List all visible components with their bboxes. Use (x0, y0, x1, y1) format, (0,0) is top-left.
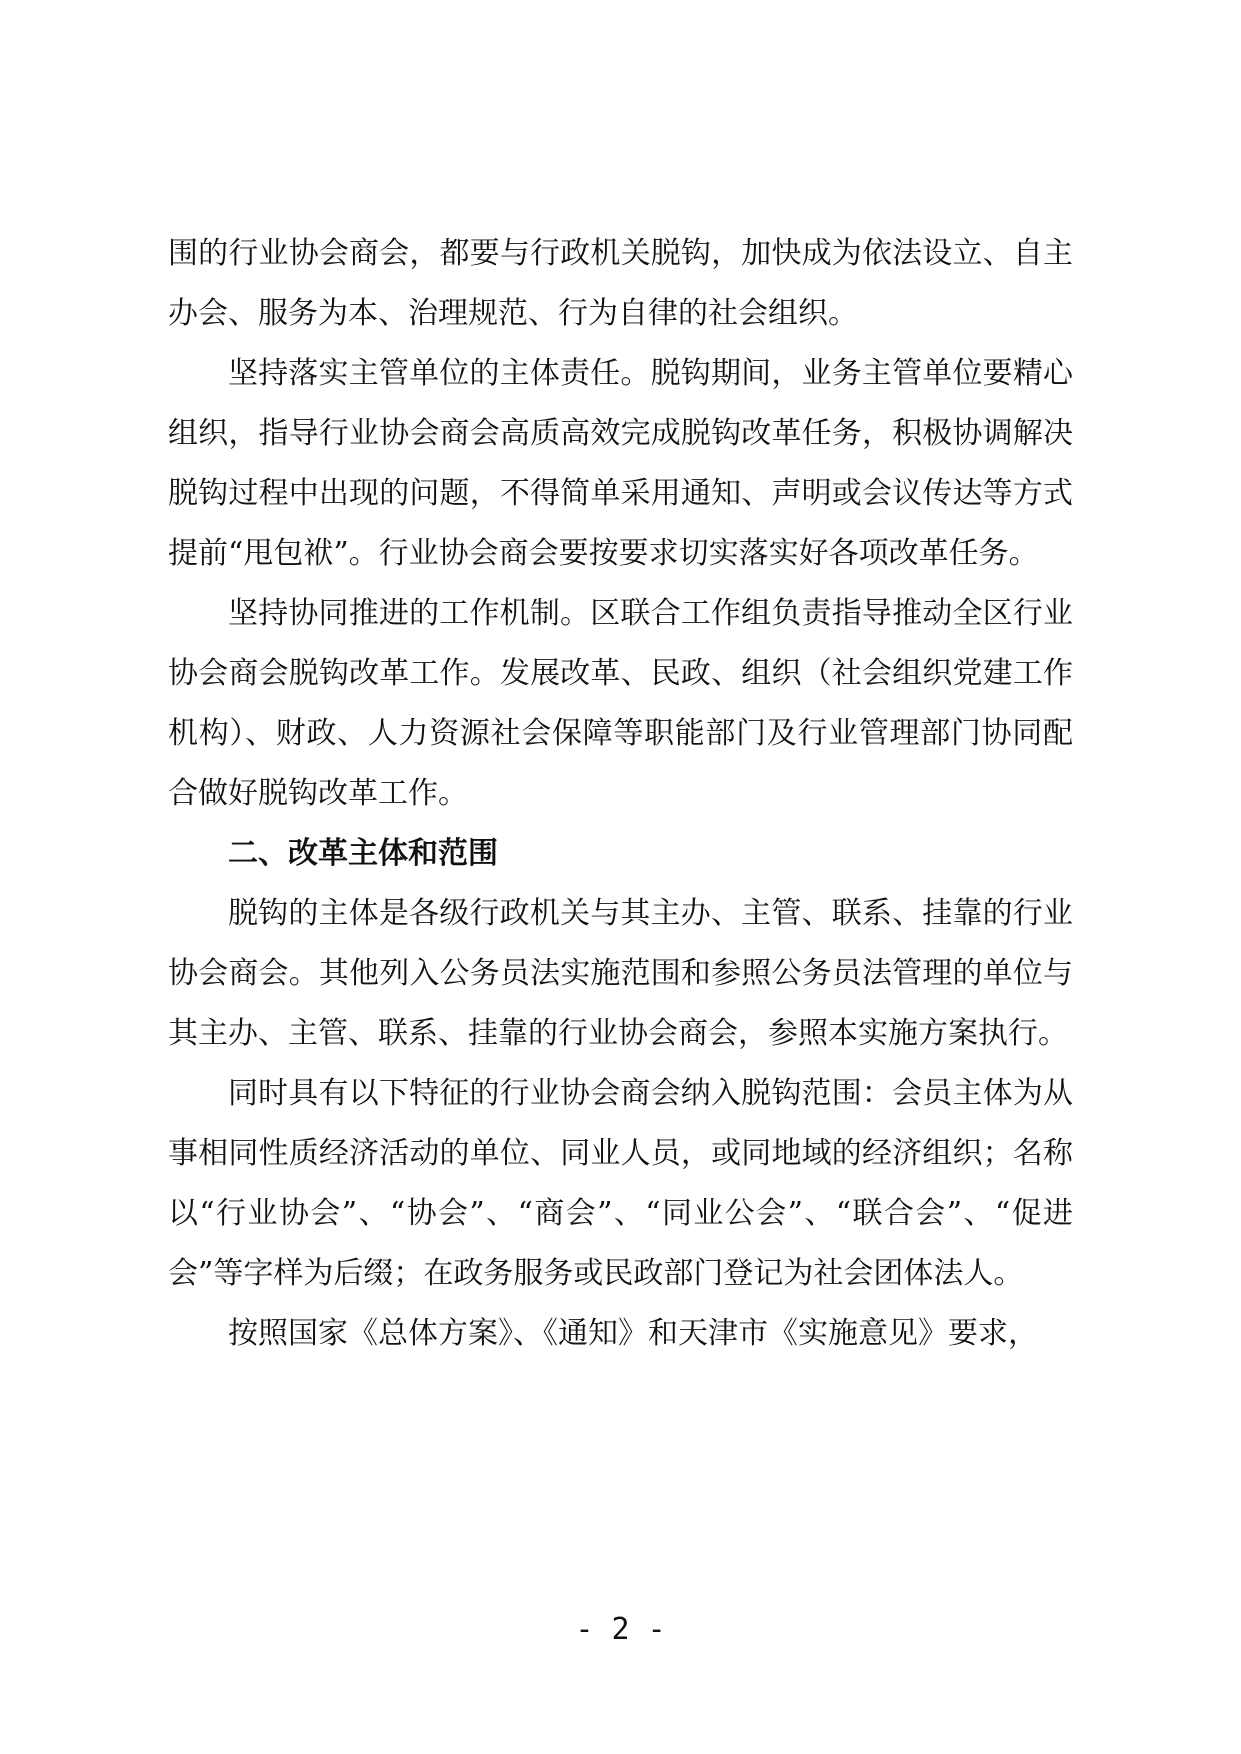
paragraph-reform-subject: 脱钩的主体是各级行政机关与其主办、主管、联系、挂靠的行业协会商会。其他列入公务员法实施范围和参照公务员法管理的单位与其主办、主管、联系、挂靠的行业协会商会，参照本实施方案执行。 (168, 896, 1073, 1051)
paragraph-continuation: 围的行业协会商会，都要与行政机关脱钩，加快成为依法设立、自主办会、服务为本、治理规范、行为自律的社会组织。 (168, 236, 1073, 331)
paragraph-coordination-mechanism: 坚持协同推进的工作机制。区联合工作组负责指导推动全区行业协会商会脱钩改革工作。发展改革、民政、组织（社会组织党建工作机构）、财政、人力资源社会保障等职能部门及行业管理部门协同配合做好脱钩改革工作。 (168, 596, 1073, 811)
document-body (168, 224, 1073, 1364)
paragraph-supervisor-responsibility: 坚持落实主管单位的主体责任。脱钩期间，业务主管单位要精心组织，指导行业协会商会高质高效完成脱钩改革任务，积极协调解决脱钩过程中出现的问题，不得简单采用通知、声明或会议传达等方式提前“甩包袱”。行业协会商会要按要求切实落实好各项改革任务。 (168, 356, 1073, 571)
section-heading: 二、改革主体和范围 (228, 836, 498, 871)
page-number: - 2 - (575, 1612, 666, 1647)
paragraph-scope-features: 同时具有以下特征的行业协会商会纳入脱钩范围：会员主体为从事相同性质经济活动的单位、同业人员，或同地域的经济组织；名称以“行业协会”、“协会”、“商会”、“同业公会”、“联合会”、“促进会”等字样为后缀；在政务服务或民政部门登记为社会团体法人。 (168, 1076, 1073, 1291)
paragraph-requirements: 按照国家《总体方案》、《通知》和天津市《实施意见》要求， (228, 1316, 1038, 1351)
